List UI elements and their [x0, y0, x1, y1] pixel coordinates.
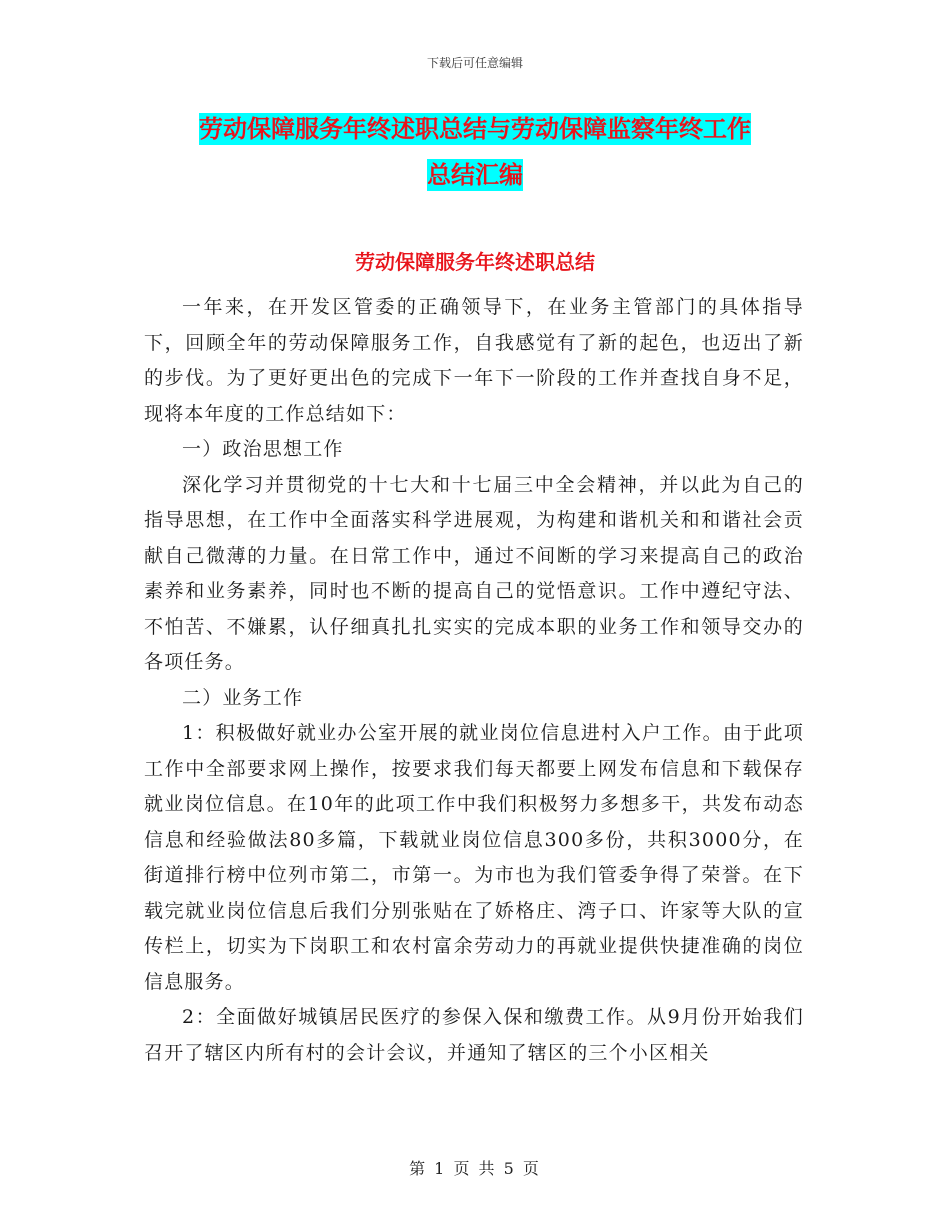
document-title-line2: 总结汇编	[427, 161, 523, 189]
document-title	[0, 106, 950, 198]
page-number: 第 1 页 共 5 页	[409, 1159, 541, 1178]
paragraph: 二）业务工作	[182, 686, 304, 709]
section-title: 劳动保障服务年终述职总结	[355, 250, 595, 274]
paragraph: 2：全面做好城镇居民医疗的参保入保和缴费工作。从9月份开始我们召开了辖区内所有村的会计会议，并通知了辖区的三个小区相关	[144, 1006, 804, 1064]
header-note: 下载后可任意编辑	[426, 56, 523, 70]
paragraph: 深化学习并贯彻党的十七大和十七届三中全会精神，并以此为自己的指导思想，在工作中全面落实科学进展观，为构建和谐机关和和谐社会贡献自己微薄的力量。在日常工作中，通过不间断的学习来提高自己的政治素养和业务素养，同时也不断的提高自己的觉悟意识。工作中遵纪守法、不怕苦、不嫌累，认仔细真扎扎实实的完成本职的业务工作和领导交办的各项任务。	[144, 473, 804, 673]
paragraph: 一）政治思想工作	[182, 438, 344, 460]
document-title-line1: 劳动保障服务年终述职总结与劳动保障监察年终工作	[199, 115, 751, 143]
paragraph: 1：积极做好就业办公室开展的就业岗位信息进村入户工作。由于此项工作中全部要求网上操作，按要求我们每天都要上网发布信息和下载保存就业岗位信息。在10年的此项工作中我们积极努力多想多干，共发布动态信息和经验做法80多篇，下载就业岗位信息300多份，共积3000分，在街道排行榜中位列市第二，市第一。为市也为我们管委争得了荣誉。在下载完就业岗位信息后我们分别张贴在了娇格庄、湾子口、许家等大队的宣传栏上，切实为下岗职工和农村富余劳动力的再就业提供快捷准确的岗位信息服务。	[144, 722, 804, 993]
paragraph: 一年来，在开发区管委的正确领导下，在业务主管部门的具体指导下，回顾全年的劳动保障服务工作，自我感觉有了新的起色，也迈出了新的步伐。为了更好更出色的完成下一年下一阶段的工作并查找自身不足，现将本年度的工作总结如下：	[144, 296, 804, 425]
document-body	[144, 290, 804, 1071]
